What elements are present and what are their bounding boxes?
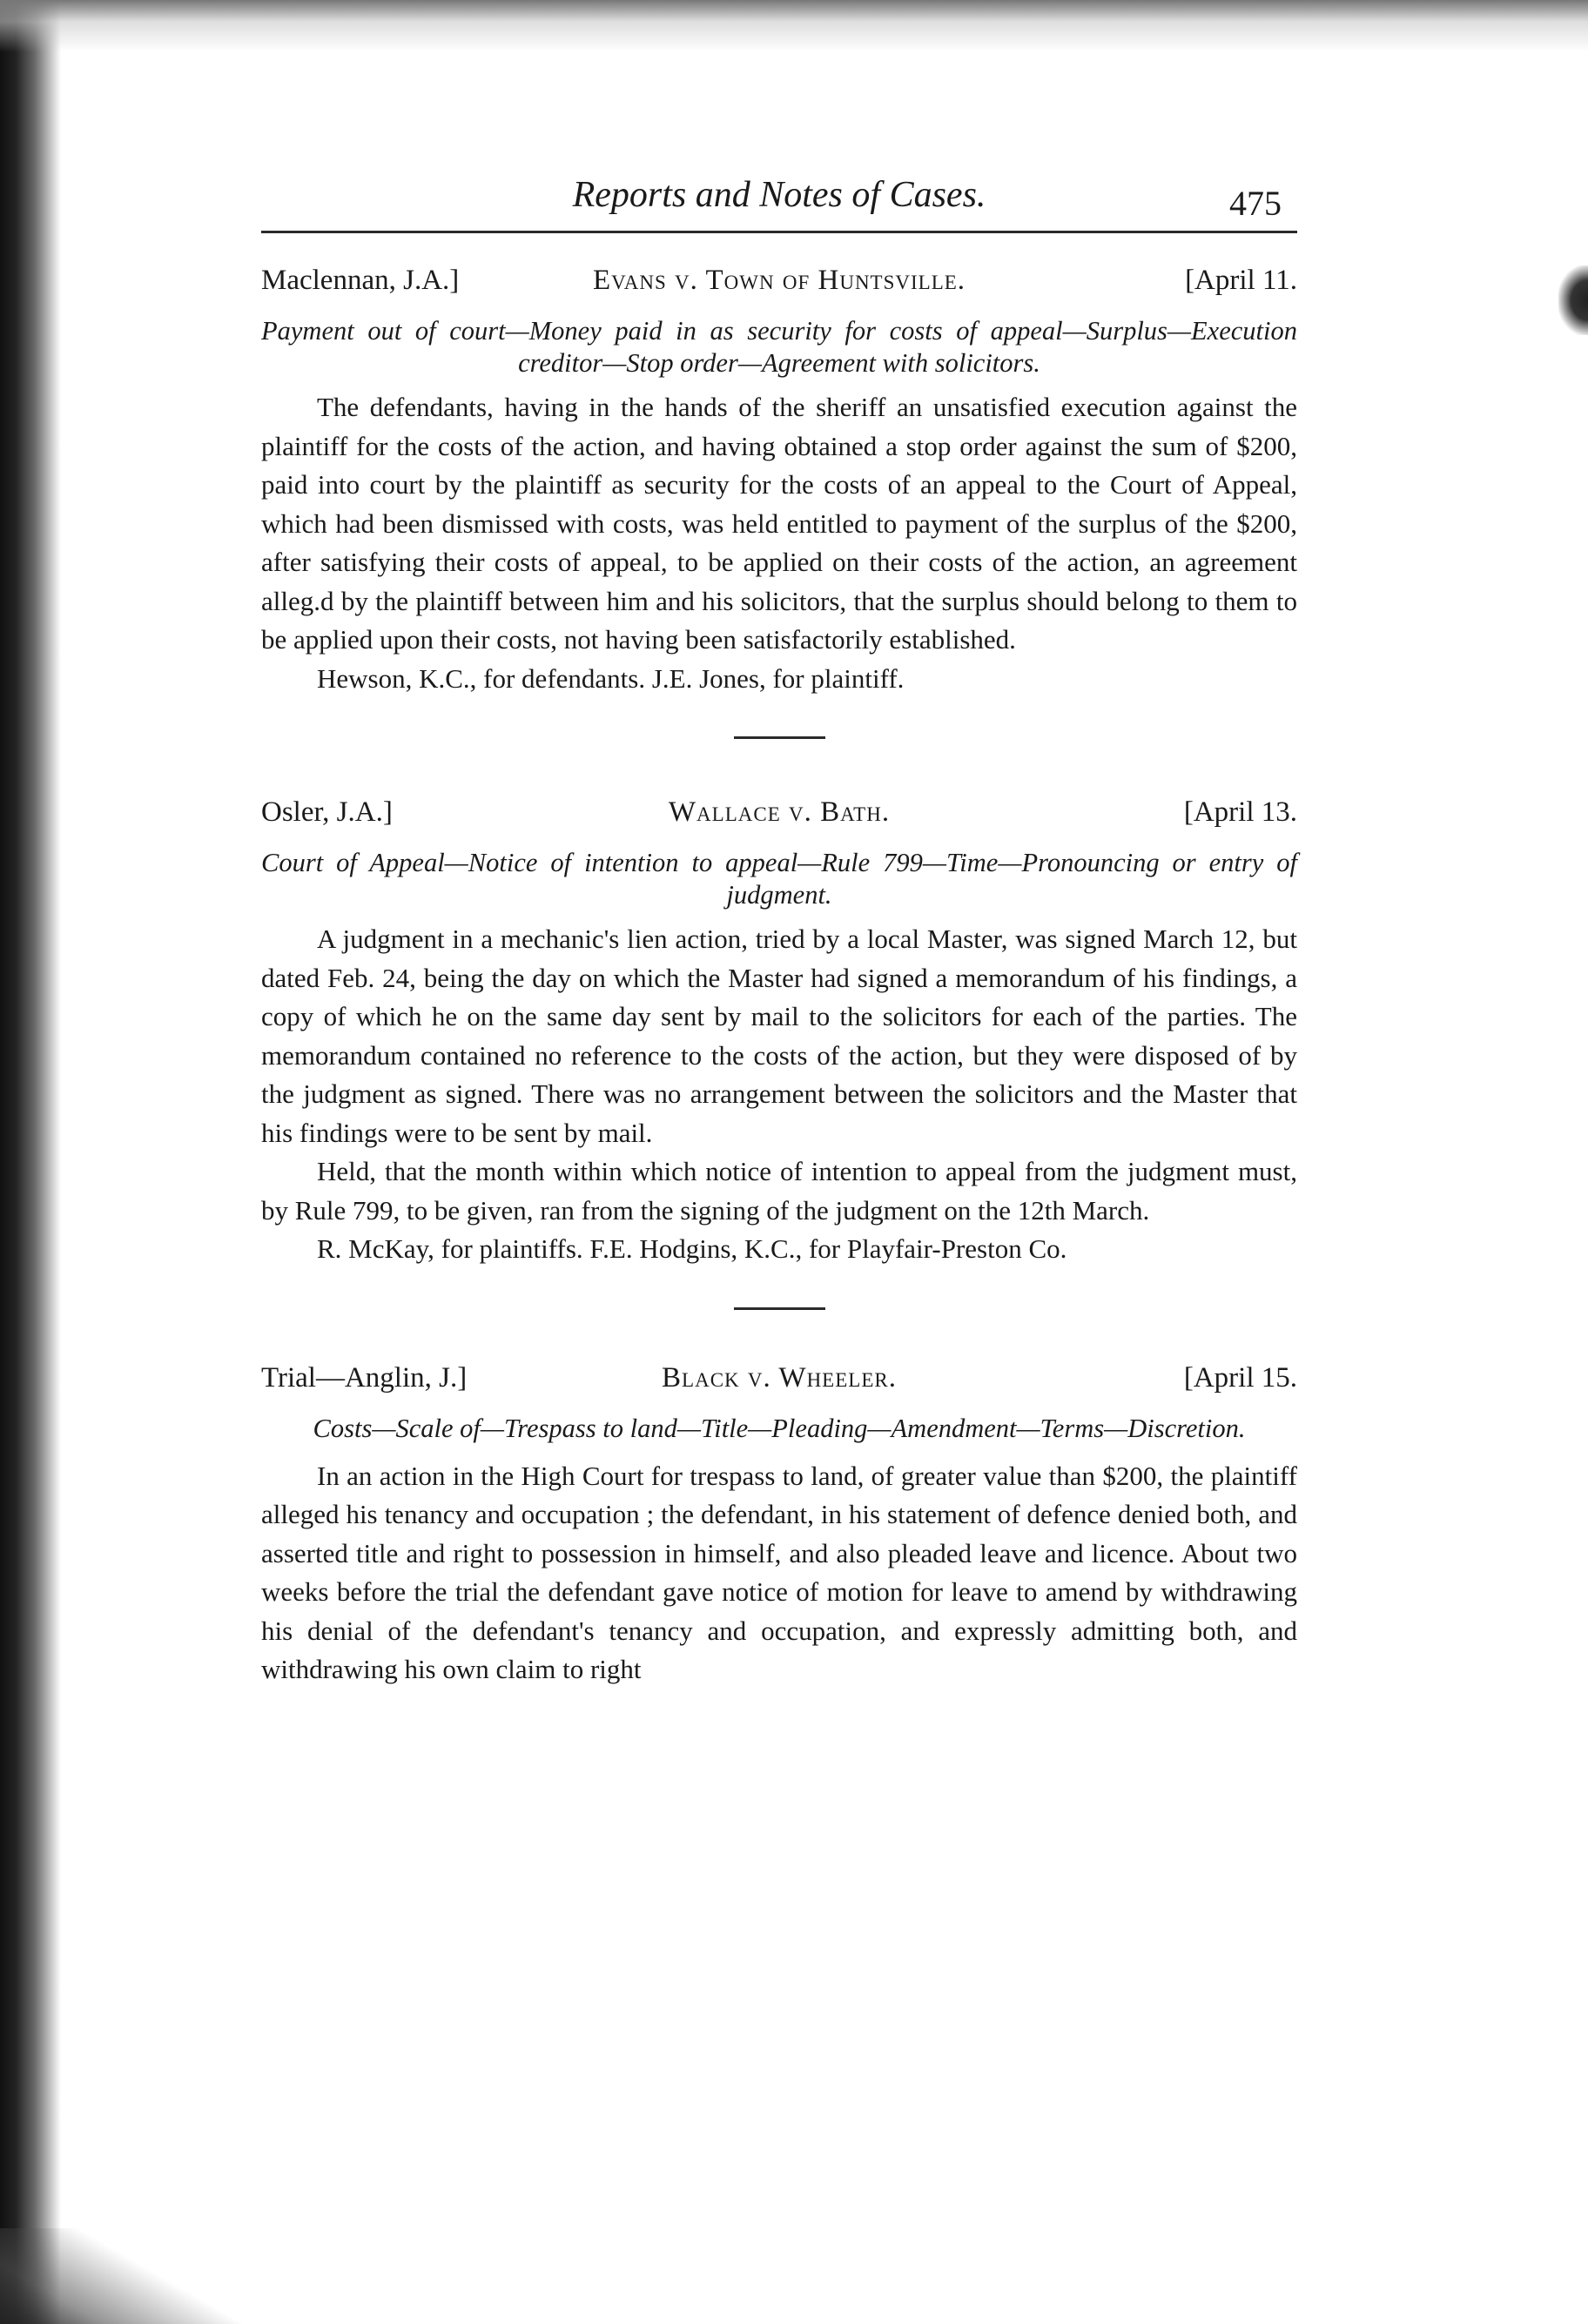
case-heading: [261, 1362, 1297, 1407]
case-judge: Trial—Anglin, J.]: [261, 1361, 468, 1394]
scan-dark-left-edge: [0, 0, 61, 2324]
case-date: [April 15.: [1183, 1361, 1297, 1394]
case-heading: [261, 796, 1297, 842]
page-number: 475: [1229, 184, 1282, 223]
case-body-paragraph: A judgment in a mechanic's lien action, tried by a local Master, was signed March 12, but dated Feb. 24, being the day on which the Master had signed a memorandum of his findings, a copy of which he on the same day sent by mail to the solicitors for each of the parties. The memorandum contained no reference to the costs of the action, but they were disposed of by the judgment as signed. There was no arrangement between the solicitors and the Master that his findings were to be sent by mail.: [261, 924, 1297, 1148]
case-separator-rule: [734, 736, 825, 739]
case-date: [April 13.: [1183, 796, 1297, 828]
scan-grey-top-edge: [0, 0, 1588, 52]
running-title: Reports and Notes of Cases.: [572, 175, 986, 215]
case-judge: Maclennan, J.A.]: [261, 265, 460, 296]
case-body-paragraph: In an action in the High Court for trespass to land, of greater value than $200, the plaintiff alleged his tenancy and occupation ; the defendant, in his statement of defence denied both, and asserted title and right to possession in himself, and also pleaded leave and licence. About two weeks before the trial the defendant gave notice of motion for leave to amend by withdrawing his denial of the defendant's tenancy and occupation, and expressly admitting both, and withdrawing his own claim to right: [261, 1460, 1297, 1684]
case-judge: Osler, J.A.]: [261, 796, 393, 828]
case-separator-rule: [734, 1307, 825, 1310]
scan-dark-bottom-corner: [0, 2228, 261, 2324]
case-title: Wallace v. Bath.: [668, 796, 891, 828]
case-headnote: Court of Appeal—Notice of intention to appeal—Rule 799—Time—Pronouncing or entry of judgment.: [261, 848, 1297, 910]
case-body-paragraph: The defendants, having in the hands of the sheriff an unsatisfied execution against the plaintiff for the costs of the action, and having obtained a stop order against the sum of $200, paid into court by the plaintiff as security for the costs of an appeal to the Court of Appeal, which had been dismissed with costs, was held entitled to payment of the surplus of the $200, after satisfying their costs of appeal, to be applied on their costs of the action, an agreement alleg.d by the plaintiff between him and his solicitors, that the surplus should belong to them to be applied upon their costs, not having been satisfactorily established.: [261, 392, 1297, 655]
case-date: [April 11.: [1185, 265, 1297, 296]
case-headnote: Costs—Scale of—Trespass to land—Title—Pleading—Amendment—Terms—Discretion.: [313, 1413, 1246, 1443]
case-evans-v-huntsville: [261, 265, 1297, 698]
case-counsel: R. McKay, for plaintiffs. F.E. Hodgins, K.C., for Playfair-Preston Co.: [317, 1233, 1067, 1264]
case-black-v-wheeler: [261, 1362, 1297, 1689]
case-body-paragraph: Held, that the month within which notice of intention to appeal from the judgment must, by Rule 799, to be given, ran from the signing of the judgment on the 12th March.: [261, 1156, 1297, 1226]
case-title: Black v. Wheeler.: [662, 1361, 897, 1394]
document-page: [261, 165, 1297, 1689]
case-heading: [261, 265, 1297, 310]
case-wallace-v-bath: [261, 796, 1297, 1269]
scan-right-edge-mark: [1558, 265, 1588, 335]
case-counsel: Hewson, K.C., for defendants. J.E. Jones, for plaintiff.: [317, 662, 905, 694]
case-headnote: Payment out of court—Money paid in as security for costs of appeal—Surplus—Execution creditor—Stop order—Agreement with solicitors.: [261, 316, 1297, 378]
running-head: [261, 165, 1297, 233]
case-title: Evans v. Town of Huntsville.: [592, 265, 966, 296]
